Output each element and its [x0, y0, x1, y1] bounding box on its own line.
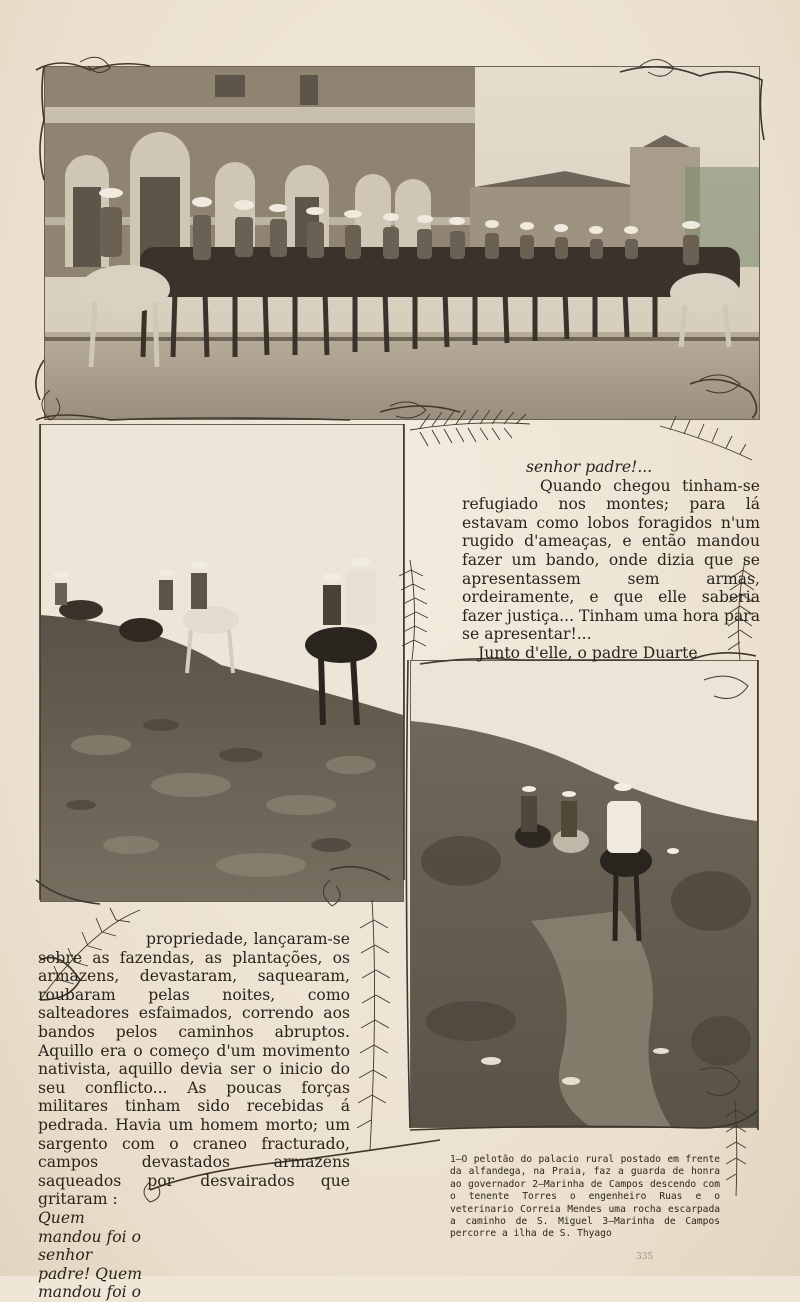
- left-column-quote: Quem mandou foi o senhor padre! Quem mandou foi o: [38, 1208, 143, 1302]
- left-column-text: [38, 930, 350, 1302]
- right-column-paragraph-1: Quando chegou tinham-se refugiado nos montes; para lá estavam como lobos foragidos n'um rugido d'ameaças, e então mandou fazer um bando, onde dizia que se apresentassem sem armas, ordeiramente, e que elle saberia fazer justiça... Tinham uma hora para se apresentar!...: [462, 476, 760, 644]
- right-column-lead: senhor padre!...: [526, 458, 653, 476]
- right-column-paragraph-2: Junto d'elle, o padre Duarte: [478, 643, 698, 662]
- photo-mounted-guard: [44, 66, 760, 420]
- right-column-text: [462, 458, 760, 663]
- page-number: 335: [636, 1252, 654, 1262]
- left-column-paragraph: propriedade, lançaram-se sobre as fazendas, as plantações, os armazens, devastaram, saquearam, roubaram pelas noites, como salteadores esfaimados, correndo aos bandos pelos caminhos abruptos. Aquillo era o começo d'um movimento nativista, aquillo devia ser o inicio do seu conflicto... As poucas forças militares tinham sido recebidas á pedrada. Havia um homem morto; um sargento com o craneo fracturado, campos devastados armazens saqueados por desvairados que gritaram :: [38, 930, 350, 1209]
- photo-riders-descending-rock: [40, 424, 404, 902]
- photo-riders-mountain-path: [410, 660, 758, 1128]
- photo-caption: 1—O pelotão do palacio rural postado em frente da alfandega, na Praia, faz a guarda de honra ao governador 2—Marinha de Campos descendo com o tenente Torres o engenheiro Ruas e o veterinario Correia Mendes uma rocha escarpada a caminho de S. Miguel 3—Marinha de Campos percorre a ilha de S. Thyago: [450, 1154, 720, 1240]
